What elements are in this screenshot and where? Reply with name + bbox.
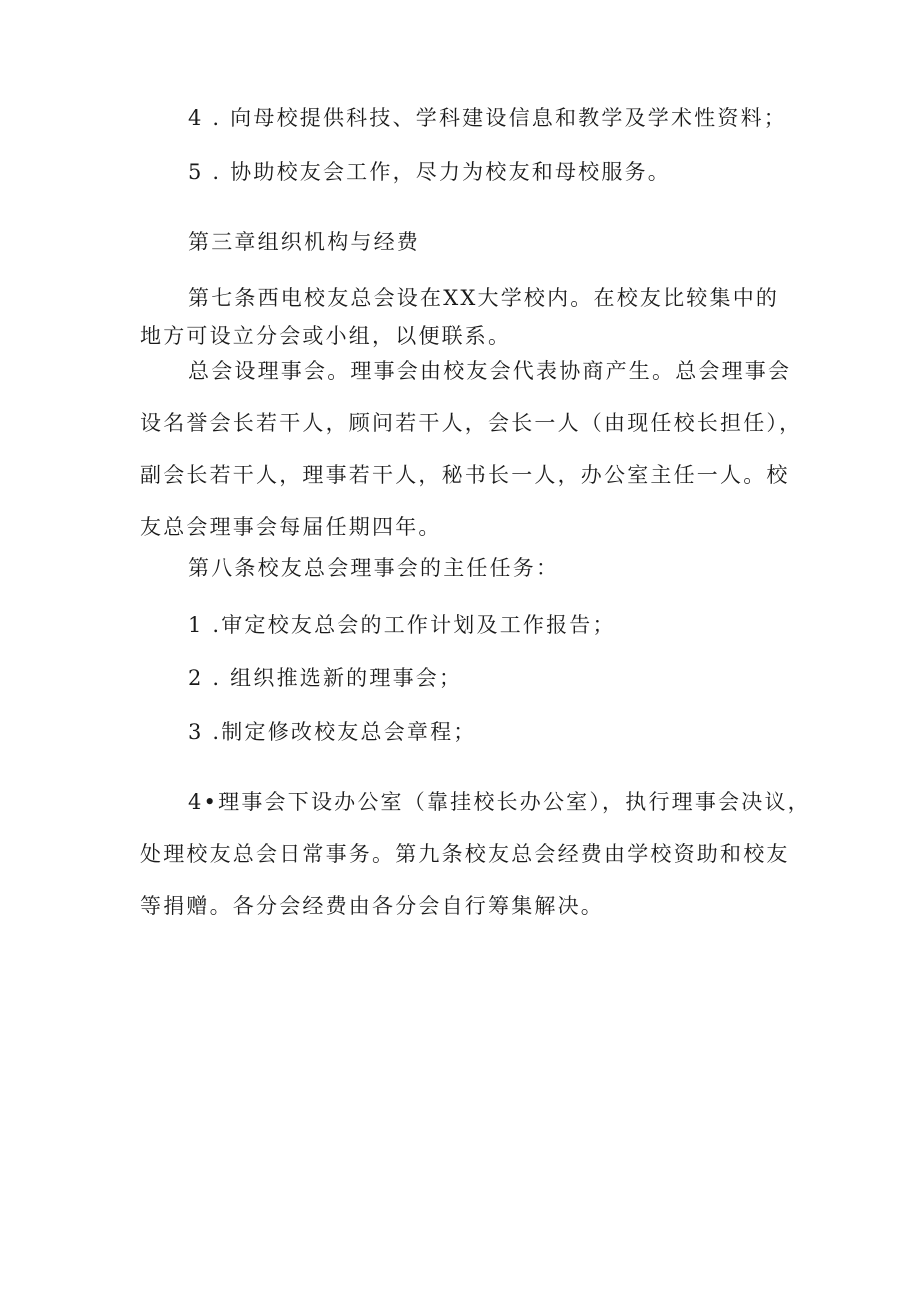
text-line: 友总会理事会每届任期四年。 xyxy=(140,515,442,539)
article-seven xyxy=(140,279,804,355)
task-item-3 xyxy=(140,706,804,758)
text-line: 设名誉会长若干人，顾问若干人，会长一人（由现任校长担任）， xyxy=(140,411,803,435)
text-line: 3 .制定修改校友总会章程； xyxy=(188,720,477,744)
council-paragraph xyxy=(140,345,804,553)
task-item-2 xyxy=(140,652,804,704)
task-item-4 xyxy=(140,776,811,932)
text-line: 2 . 组织推选新的理事会； xyxy=(188,666,463,690)
article-eight xyxy=(140,542,804,594)
text-line: 5 . 协助校友会工作，尽力为校友和母校服务。 xyxy=(188,160,671,184)
paragraph-item-5 xyxy=(140,146,804,198)
paragraph-item-4 xyxy=(140,92,804,144)
text-line: 1 .审定校友总会的工作计划及工作报告； xyxy=(188,613,616,637)
text-line: 副会长若干人，理事若干人，秘书长一人，办公室主任一人。校 xyxy=(140,463,790,487)
text-line: 第三章组织机构与经费 xyxy=(188,230,420,254)
text-line: 处理校友总会日常事务。第九条校友总会经费由学校资助和校友 xyxy=(140,842,790,866)
text-line: 4 . 向母校提供科技、学科建设信息和教学及学术性资料； xyxy=(188,106,787,130)
text-line: 第七条西电校友总会设在XX大学校内。在校友比较集中的 xyxy=(188,286,780,310)
text-line: 第八条校友总会理事会的主任任务： xyxy=(188,556,560,580)
chapter-heading xyxy=(140,216,804,268)
text-line: 总会设理事会。理事会由校友会代表协商产生。总会理事会 xyxy=(188,359,792,383)
text-line: 等捐赠。各分会经费由各分会自行筹集解决。 xyxy=(140,894,604,918)
text-line: 地方可设立分会或小组，以便联系。 xyxy=(140,324,512,348)
text-line: 4•理事会下设办公室（靠挂校长办公室），执行理事会决议， xyxy=(188,790,811,814)
task-item-1 xyxy=(140,599,804,651)
